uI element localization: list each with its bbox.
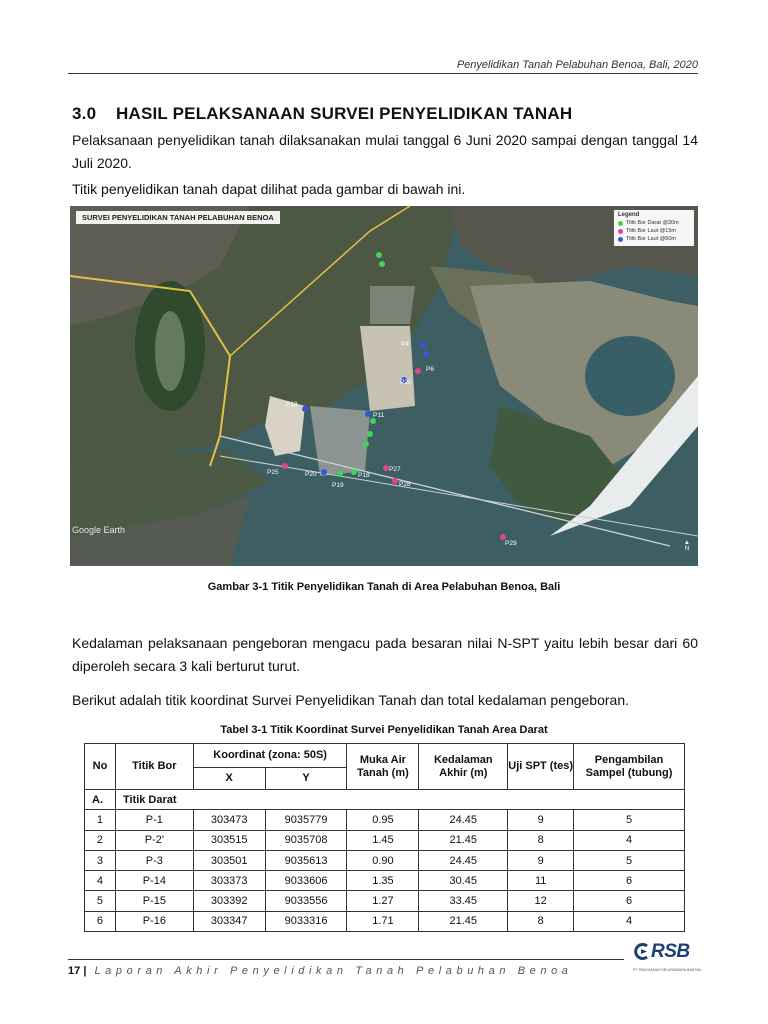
cell-uji-spt: 9 [508,850,574,870]
cell-x: 303515 [193,830,265,850]
header-kedalaman: Kedalaman Akhir (m) [419,744,508,790]
point-label: P13 [286,401,298,408]
table-row [85,850,685,870]
cell-uji-spt: 12 [508,891,574,911]
coordinate-table [84,743,685,932]
group-label: Titik Darat [115,790,684,810]
cell-kedalaman: 21.45 [419,830,508,850]
legend-title: Legend [618,212,640,218]
logo-subtext: PT. RINGGAMAS SELARASBAYA BANTAN [633,968,702,972]
north-arrow-icon: ▲ N [684,540,690,552]
figure-caption: Gambar 3-1 Titik Penyelidikan Tanah di Area Pelabuhan Benoa, Bali [207,581,561,593]
cell-no: 2 [85,830,116,850]
point-label: P6 [426,366,434,373]
cell-x: 303347 [193,911,265,931]
cell-kedalaman: 21.45 [419,911,508,931]
cell-kedalaman: 24.45 [419,850,508,870]
legend-label: Titik Bor Laut @60m [626,236,677,242]
cell-pengambilan: 5 [574,850,685,870]
header-pengambilan: Pengambilan Sampel (tubung) [574,744,685,790]
cell-muka-air: 1.45 [347,830,419,850]
cell-titik-bor: P-1 [115,810,193,830]
cell-no: 5 [85,891,116,911]
cell-kedalaman: 30.45 [419,871,508,891]
legend-item [618,235,690,243]
running-title: Penyelidikan Tanah Pelabuhan Benoa, Bali, 2020 [456,59,698,71]
point-label: P20 [305,471,317,478]
header-x: X [193,768,265,790]
cell-no: 3 [85,850,116,870]
header-titik-bor: Titik Bor [115,744,193,790]
cell-x: 303473 [193,810,265,830]
page-header [68,58,698,74]
table-row [85,830,685,850]
header-uji-spt: Uji SPT (tes) [508,744,574,790]
cell-titik-bor: P-14 [115,871,193,891]
cell-uji-spt: 8 [508,830,574,850]
cell-uji-spt: 8 [508,911,574,931]
page-footer [68,965,573,977]
point-label: P20 [400,379,412,386]
company-logo [633,940,702,974]
cell-muka-air: 1.71 [347,911,419,931]
page-number: 17 [68,965,81,977]
group-row [85,790,685,810]
cell-titik-bor: P-3 [115,850,193,870]
cell-y: 9035613 [265,850,347,870]
point-label: P11 [373,412,385,419]
cell-no: 4 [85,871,116,891]
satellite-map-image [70,206,698,566]
point-label: P27 [389,466,401,473]
cell-y: 9035779 [265,810,347,830]
legend-label: Titik Bor Darat @30m [626,220,679,226]
table-row [85,891,685,911]
figure-reference-paragraph: Titik penyelidikan tanah dapat dilihat pada gambar di bawah ini. [72,181,466,197]
logo-text: RSB [651,941,690,962]
point-label: P25 [267,469,279,476]
cell-y: 9033606 [265,871,347,891]
header-no: No [85,744,116,790]
cell-y: 9035708 [265,830,347,850]
section-heading [72,104,572,124]
cell-muka-air: 1.27 [347,891,419,911]
cell-no: 6 [85,911,116,931]
cell-pengambilan: 6 [574,871,685,891]
cell-x: 303373 [193,871,265,891]
cell-pengambilan: 6 [574,891,685,911]
cell-kedalaman: 24.45 [419,810,508,830]
cell-x: 303392 [193,891,265,911]
header-muka-air: Muka Air Tanah (m) [347,744,419,790]
document-title: Laporan Akhir Penyelidikan Tanah Pelabuhan Benoa [94,965,573,977]
blue-dot-icon [618,237,623,242]
cell-kedalaman: 33.45 [419,891,508,911]
cell-x: 303501 [193,850,265,870]
nspt-paragraph: Kedalaman pelaksanaan pengeboran mengacu pada besaran nilai N-SPT yaitu lebih besar dari 60 diperoleh secara 3 kali berturut turut. [72,635,698,674]
map-legend [614,210,694,246]
cell-titik-bor: P-2' [115,830,193,850]
section-title: HASIL PELAKSANAAN SURVEI PENYELIDIKAN TANAH [116,104,573,123]
header-koordinat: Koordinat (zona: 50S) [193,744,347,768]
point-label: P18 [358,472,370,479]
map-title: SURVEI PENYELIDIKAN TANAH PELABUHAN BENOA [76,211,280,224]
google-earth-watermark: Google Earth [72,525,126,535]
table-row [85,911,685,931]
table-reference-paragraph: Berikut adalah titik koordinat Survei Penyelidikan Tanah dan total kedalaman pengeboran. [72,692,629,708]
point-label: P4 [401,341,409,348]
green-dot-icon [618,221,623,226]
footer-rule [68,959,624,960]
table-row [85,810,685,830]
cell-pengambilan: 5 [574,810,685,830]
footer-separator: | [83,965,87,977]
cell-pengambilan: 4 [574,830,685,850]
cell-muka-air: 1.35 [347,871,419,891]
cell-no: 1 [85,810,116,830]
legend-label: Titik Bor Laut @15m [626,228,677,234]
cell-uji-spt: 11 [508,871,574,891]
intro-paragraph: Pelaksanaan penyelidikan tanah dilaksanakan mulai tanggal 6 Juni 2020 sampai dengan tanggal 14 Juli 2020. [72,132,698,171]
cell-titik-bor: P-15 [115,891,193,911]
cell-muka-air: 0.90 [347,850,419,870]
legend-item [618,227,690,235]
cell-muka-air: 0.95 [347,810,419,830]
point-label: P19 [332,482,344,489]
pink-dot-icon [618,229,623,234]
point-label: P28 [399,481,411,488]
table-row [85,871,685,891]
rsb-logo-icon [633,943,650,960]
cell-pengambilan: 4 [574,911,685,931]
header-y: Y [265,768,347,790]
group-no: A. [85,790,116,810]
survey-location-map [70,206,698,566]
legend-item [618,219,690,227]
section-number: 3.0 [72,104,97,123]
point-label: P29 [505,540,517,547]
cell-y: 9033556 [265,891,347,911]
table-caption: Tabel 3-1 Titik Koordinat Survei Penyelidikan Tanah Area Darat [220,724,548,736]
cell-titik-bor: P-16 [115,911,193,931]
cell-uji-spt: 9 [508,810,574,830]
cell-y: 9033316 [265,911,347,931]
